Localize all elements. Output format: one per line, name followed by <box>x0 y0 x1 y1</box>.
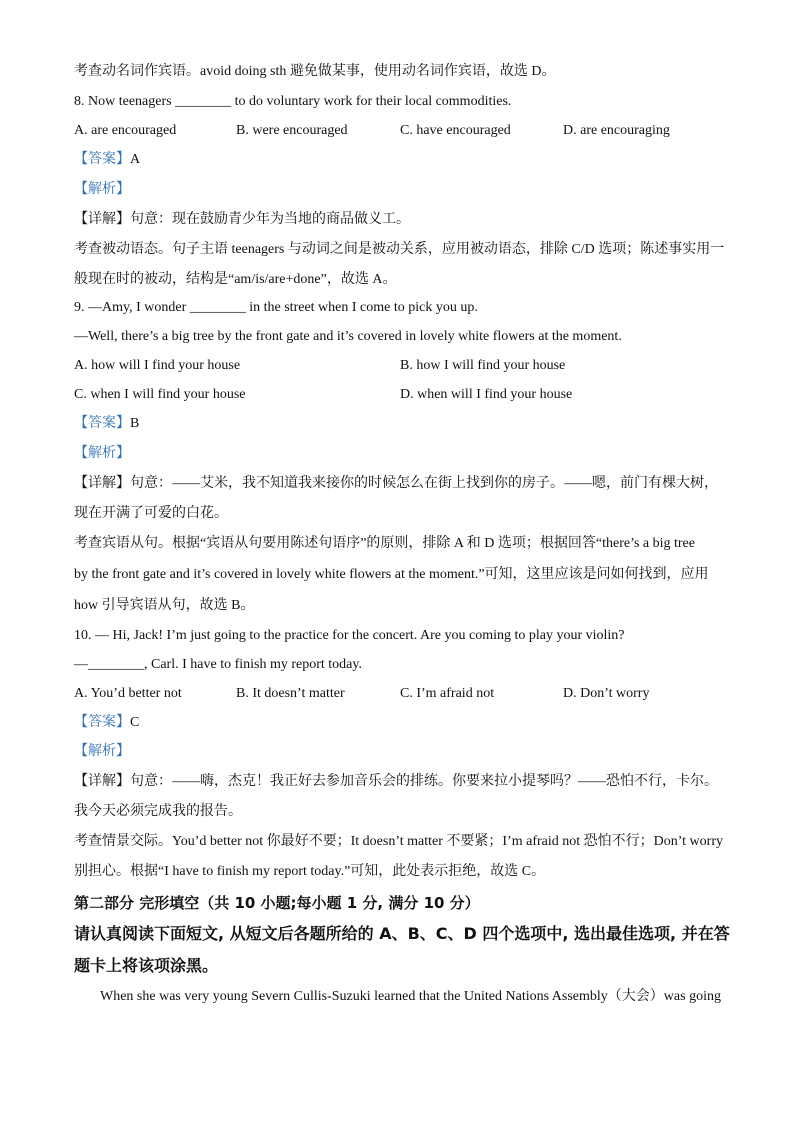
q9-option-b: B. how I will find your house <box>400 358 566 373</box>
q10-option-d: D. Don’t worry <box>563 686 650 701</box>
q10-detail-1: 【详解】句意：——嗨，杰克！我正好去参加音乐会的排练。你要来拉小提琴吗？——恐怕不行，卡尔。 <box>74 774 718 789</box>
answer-tag: 【答案】 <box>74 416 130 431</box>
q9-answer <box>74 414 139 434</box>
q10-detail-4: 别担心。根据“I have to finish my report today.”可知，此处表示拒绝，故选 C。 <box>74 864 546 879</box>
q9-detail-3: 考查宾语从句。根据“宾语从句要用陈述句语序”的原则，排除 A 和 D 选项；根据回答“there’s a big tree <box>74 536 695 551</box>
question-8: 8. Now teenagers ________ to do voluntary work for their local commodities. <box>74 94 512 109</box>
part2-title: 第二部分 完形填空（共 10 小题;每小题 1 分, 满分 10 分） <box>74 894 480 912</box>
q10-analysis-tag: 【解析】 <box>74 744 130 759</box>
q8-detail-3: 般现在时的被动，结构是“am/is/are+done”，故选 A。 <box>74 272 397 287</box>
q9-option-c: C. when I will find your house <box>74 387 246 402</box>
q8-option-a: A. are encouraged <box>74 123 177 138</box>
q9-option-d: D. when will I find your house <box>400 387 573 402</box>
q9-detail-4: by the front gate and it’s covered in lovely white flowers at the moment.”可知，这里应该是问如何找到，应用 <box>74 567 709 582</box>
q9-detail-1: 【详解】句意：——艾米，我不知道我来接你的时候怎么在街上找到你的房子。——嗯，前门有棵大树， <box>74 476 718 491</box>
answer-value: A <box>130 152 141 167</box>
q8-detail-1: 【详解】句意：现在鼓励青少年为当地的商品做义工。 <box>74 212 410 227</box>
answer-value: C <box>130 715 140 730</box>
q10-detail-3: 考查情景交际。You’d better not 你最好不要；It doesn’t matter 不要紧；I’m afraid not 恐怕不行；Don’t worry <box>74 834 723 849</box>
answer-tag: 【答案】 <box>74 715 130 730</box>
question-9: 9. —Amy, I wonder ________ in the street when I come to pick you up. <box>74 300 478 315</box>
q10-option-b: B. It doesn’t matter <box>236 686 345 701</box>
q9-detail-5: how 引导宾语从句，故选 B。 <box>74 598 255 613</box>
answer-value: B <box>130 416 140 431</box>
answer-tag: 【答案】 <box>74 152 130 167</box>
explanation-line: 考查动名词作宾语。avoid doing sth 避免做某事，使用动名词作宾语，故选 D。 <box>74 64 556 79</box>
part2-instruction-2: 题卡上将该项涂黑。 <box>74 956 219 975</box>
q10-option-c: C. I’m afraid not <box>400 686 495 701</box>
question-10: 10. — Hi, Jack! I’m just going to the practice for the concert. Are you coming to play your violin? <box>74 628 625 643</box>
q9-option-a: A. how will I find your house <box>74 358 241 373</box>
q9-detail-2: 现在开满了可爱的白花。 <box>74 506 228 521</box>
q8-analysis-tag: 【解析】 <box>74 182 130 197</box>
part2-instruction-1: 请认真阅读下面短文, 从短文后各题所给的 A、B、C、D 四个选项中, 选出最佳选项, 并在答 <box>74 924 730 943</box>
passage-line-1: When she was very young Severn Cullis-Suzuki learned that the United Nations Assembly（大会）was going <box>100 989 721 1004</box>
q10-detail-2: 我今天必须完成我的报告。 <box>74 804 242 819</box>
q8-detail-2: 考查被动语态。句子主语 teenagers 与动词之间是被动关系，应用被动语态，排除 C/D 选项；陈述事实用一 <box>74 242 725 257</box>
q8-option-b: B. were encouraged <box>236 123 348 138</box>
q8-option-d: D. are encouraging <box>563 123 670 138</box>
q8-answer <box>74 150 140 170</box>
q8-option-c: C. have encouraged <box>400 123 511 138</box>
question-10-reply: —________, Carl. I have to finish my report today. <box>74 657 362 672</box>
q10-answer <box>74 713 139 733</box>
question-9-reply: —Well, there’s a big tree by the front gate and it’s covered in lovely white flowers at the moment. <box>74 329 622 344</box>
q9-analysis-tag: 【解析】 <box>74 446 130 461</box>
q10-option-a: A. You’d better not <box>74 686 182 701</box>
